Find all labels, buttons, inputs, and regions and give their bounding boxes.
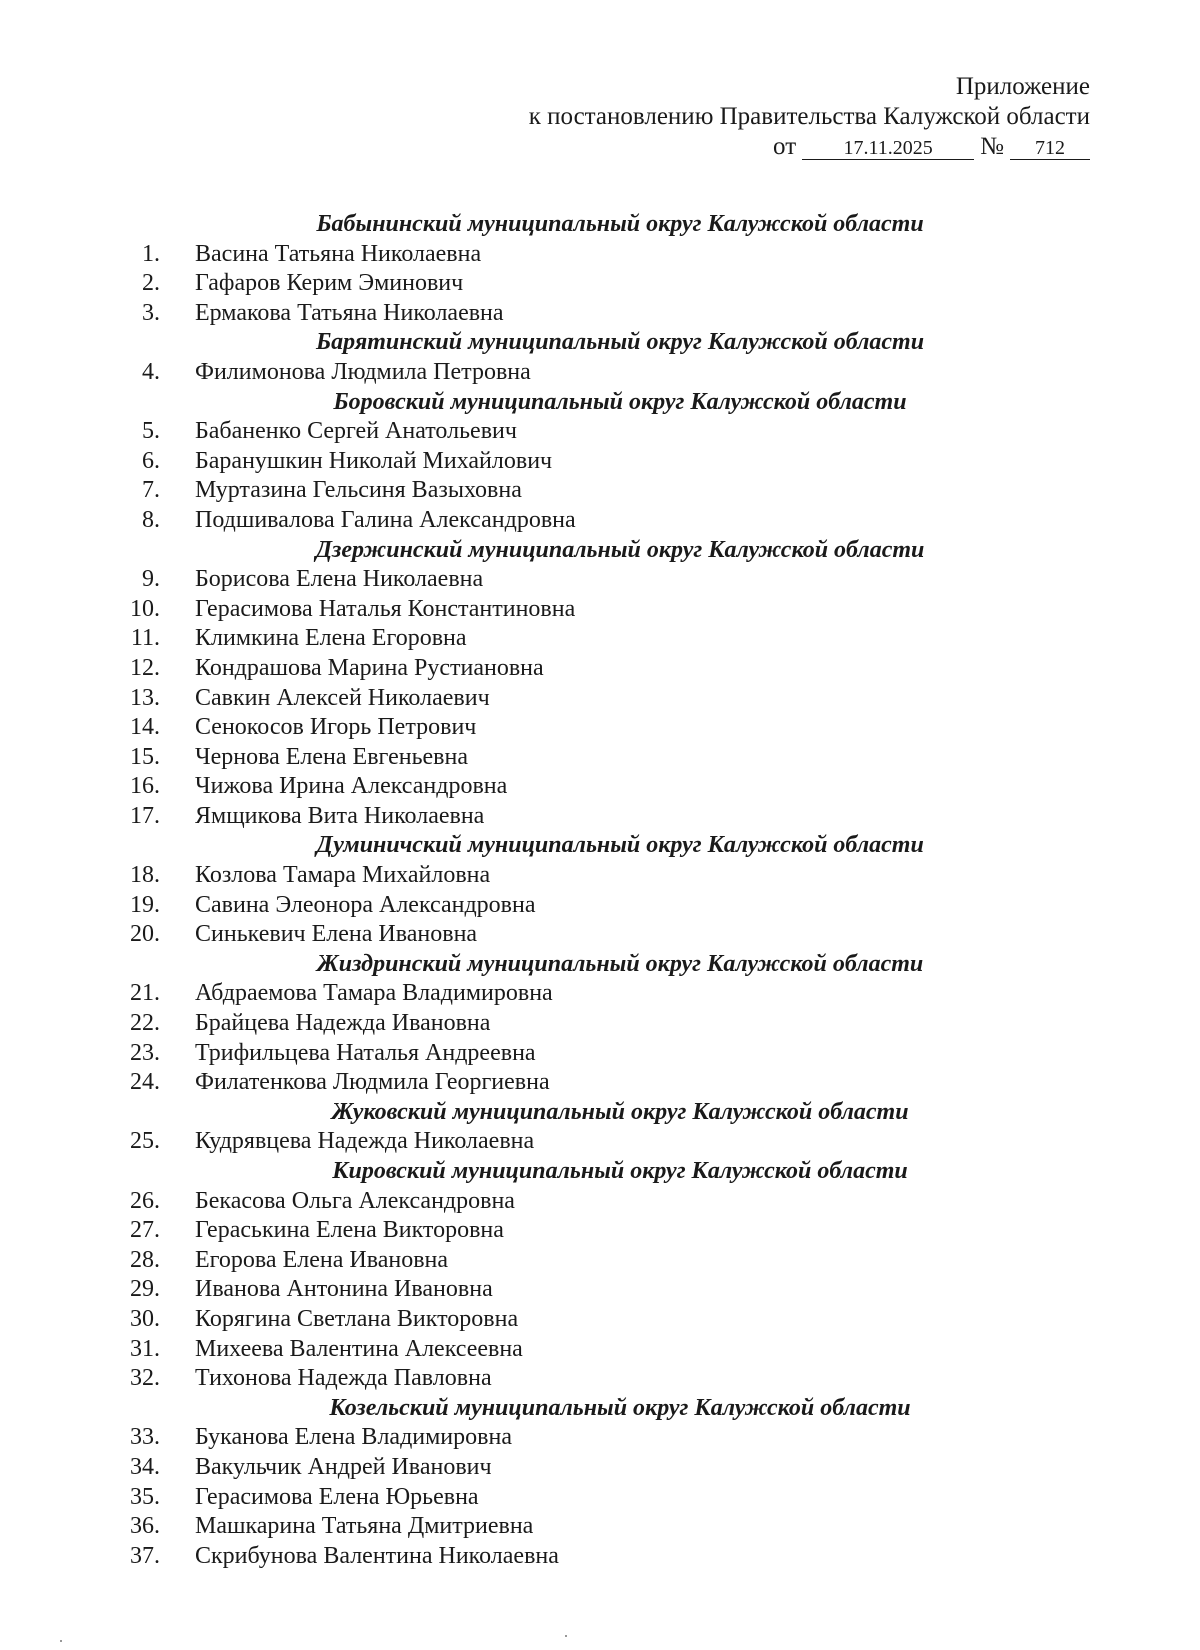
from-label: от [773,133,797,160]
person-name: Борисова Елена Николаевна [195,566,484,593]
person-name: Брайцева Надежда Ивановна [195,1010,491,1037]
person-name: Бабаненко Сергей Анатольевич [195,418,517,445]
number-label: № [980,133,1004,160]
person-name: Чижова Ирина Александровна [195,773,508,800]
resolution-reference: к постановлению Правительства Калужской области [528,103,1090,130]
list-item [0,920,1200,950]
person-name: Гераськина Елена Викторовна [195,1217,504,1244]
list-item [0,1009,1200,1039]
list-item [0,1068,1200,1098]
list-item [0,861,1200,891]
item-number: 11. [130,625,160,652]
list-item [0,1335,1200,1365]
list-item [0,595,1200,625]
item-number: 36. [130,1513,160,1540]
person-name: Климкина Елена Егоровна [195,625,467,652]
list-item [0,565,1200,595]
item-number: 20. [130,921,160,948]
list-item [0,417,1200,447]
person-name: Муртазина Гельсиня Вазыховна [195,477,522,504]
list-item [0,476,1200,506]
person-name: Баранушкин Николай Михайлович [195,447,553,474]
item-number: 19. [130,891,160,918]
item-number: 1. [142,240,160,267]
person-name: Подшивалова Галина Александровна [195,506,576,533]
list-item [0,1275,1200,1305]
list-item [0,1423,1200,1453]
person-name: Трифильцева Наталья Андреевна [195,1039,536,1066]
list-item [0,240,1200,270]
item-number: 13. [130,684,160,711]
person-name: Герасимова Елена Юрьевна [195,1483,479,1510]
person-name: Савкин Алексей Николаевич [195,684,490,711]
person-name: Ермакова Татьяна Николаевна [195,299,504,326]
list-item [0,743,1200,773]
item-number: 3. [142,299,160,326]
list-item [0,1039,1200,1069]
item-number: 4. [142,358,160,385]
list-item [0,624,1200,654]
list-item [0,891,1200,921]
district-title: Козельский муниципальный округ Калужской области [329,1394,911,1421]
person-name: Кондрашова Марина Рустиановна [195,654,544,681]
person-name: Михеева Валентина Алексеевна [195,1335,523,1362]
list-item [0,684,1200,714]
person-name: Герасимова Наталья Константиновна [195,595,576,622]
district-title: Барятинский муниципальный округ Калужской области [315,329,925,356]
item-number: 2. [142,270,160,297]
list-item [0,772,1200,802]
item-number: 35. [130,1483,160,1510]
item-number: 34. [130,1453,160,1480]
list-item [0,1216,1200,1246]
item-number: 15. [130,743,160,770]
item-number: 7. [142,477,160,504]
item-number: 16. [130,773,160,800]
item-number: 31. [130,1335,160,1362]
person-name: Егорова Елена Ивановна [195,1246,449,1273]
list-item [0,654,1200,684]
list-item [0,299,1200,329]
person-name: Скрибунова Валентина Николаевна [195,1542,559,1569]
item-number: 30. [130,1305,160,1332]
list-item [0,1364,1200,1394]
person-name: Савина Элеонора Александровна [195,891,536,918]
list-item [0,1187,1200,1217]
resolution-date-number [529,132,1090,162]
item-number: 12. [130,654,160,681]
person-name: Филимонова Людмила Петровна [195,358,531,385]
person-name: Кудрявцева Надежда Николаевна [195,1128,535,1155]
item-number: 18. [130,862,160,889]
list-item [0,506,1200,536]
item-number: 5. [142,418,160,445]
list-item [0,1453,1200,1483]
item-number: 28. [130,1246,160,1273]
item-number: 23. [130,1039,160,1066]
person-name: Козлова Тамара Михайловна [195,862,491,889]
list-item [0,802,1200,832]
list-item [0,1305,1200,1335]
person-list [0,210,1200,1571]
district-title: Жуковский муниципальный округ Калужской области [331,1098,909,1125]
item-number: 21. [130,980,160,1007]
district-title: Жиздринский муниципальный округ Калужской области [316,950,924,977]
list-item [0,358,1200,388]
person-name: Тихонова Надежда Павловна [195,1365,492,1392]
district-title: Боровский муниципальный округ Калужской области [333,388,907,415]
item-number: 10. [130,595,160,622]
item-number: 27. [130,1217,160,1244]
appendix-label: Приложение [955,73,1090,100]
item-number: 9. [142,566,160,593]
person-name: Гафаров Керим Эминович [195,270,464,297]
resolution-date: 17.11.2025 [802,137,974,160]
item-number: 14. [130,714,160,741]
item-number: 37. [130,1542,160,1569]
item-number: 6. [142,447,160,474]
item-number: 22. [130,1010,160,1037]
item-number: 17. [130,802,160,829]
list-item [0,269,1200,299]
district-title: Бабынинский муниципальный округ Калужской области [316,211,924,237]
appendix-header [529,72,1090,162]
person-name: Васина Татьяна Николаевна [195,240,482,267]
person-name: Синькевич Елена Ивановна [195,921,478,948]
person-name: Иванова Антонина Ивановна [195,1276,493,1303]
person-name: Филатенкова Людмила Георгиевна [195,1069,550,1096]
person-name: Сенокосов Игорь Петрович [195,714,477,741]
person-name: Ямщикова Вита Николаевна [195,802,485,829]
list-item [0,1127,1200,1157]
item-number: 33. [130,1424,160,1451]
item-number: 29. [130,1276,160,1303]
list-item [0,447,1200,477]
person-name: Машкарина Татьяна Дмитриевна [195,1513,534,1540]
list-item [0,1512,1200,1542]
person-name: Чернова Елена Евгеньевна [195,743,468,770]
person-name: Бекасова Ольга Александровна [195,1187,515,1214]
item-number: 24. [130,1069,160,1096]
item-number: 32. [130,1365,160,1392]
scan-speck [565,1635,567,1637]
district-title: Кировский муниципальный округ Калужской области [332,1158,908,1184]
district-title: Думиничский муниципальный округ Калужской области [316,832,924,859]
item-number: 26. [130,1187,160,1214]
list-item [0,1483,1200,1513]
item-number: 8. [142,506,160,533]
list-item [0,1246,1200,1276]
list-item [0,979,1200,1009]
district-title: Дзержинский муниципальный округ Калужской области [315,536,925,563]
scan-speck [60,1640,62,1642]
resolution-number: 712 [1010,137,1090,160]
person-name: Вакульчик Андрей Иванович [195,1453,492,1480]
item-number: 25. [130,1128,160,1155]
person-name: Корягина Светлана Викторовна [195,1305,519,1332]
list-item [0,1542,1200,1572]
list-item [0,713,1200,743]
person-name: Буканова Елена Владимировна [195,1424,512,1451]
person-name: Абдраемова Тамара Владимировна [195,980,553,1007]
